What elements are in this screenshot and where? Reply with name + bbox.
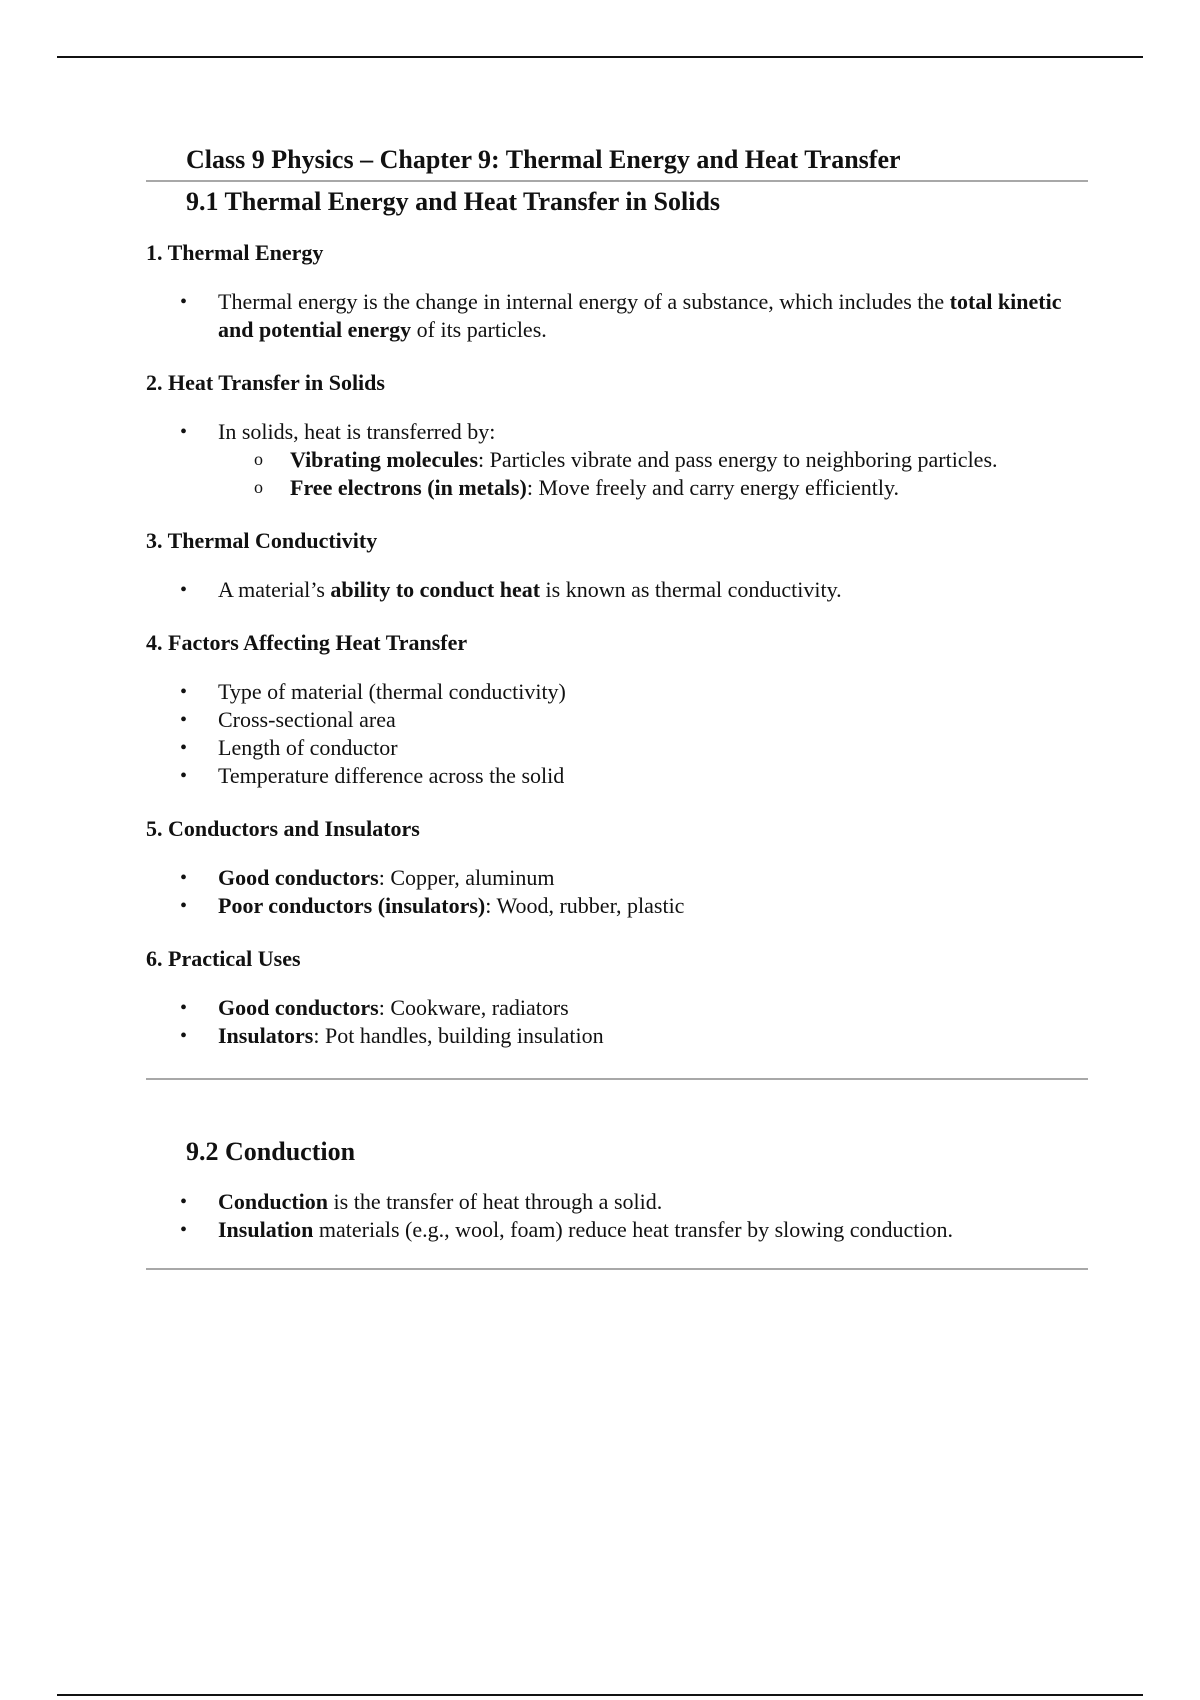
item-text: is the transfer of heat through a solid. (328, 1189, 663, 1214)
item-bold: Good conductors (218, 995, 379, 1020)
list-item: • Length of conductor (146, 734, 1088, 762)
item-bold: Free electrons (in metals) (290, 475, 527, 500)
heat-transfer-list (146, 418, 1088, 502)
heat-transfer-sublist (218, 446, 1088, 502)
list-item (146, 1216, 1088, 1244)
list-item (146, 864, 1088, 892)
list-item (146, 892, 1088, 920)
list-item (146, 994, 1088, 1022)
subheading-thermal-energy: 1. Thermal Energy (146, 240, 324, 265)
practical-uses-list (146, 994, 1088, 1050)
list-item (146, 418, 1088, 502)
subheading-factors: 4. Factors Affecting Heat Transfer (146, 630, 468, 655)
list-item (146, 1188, 1088, 1216)
conductors-list (146, 864, 1088, 920)
item-bold: Conduction (218, 1189, 329, 1214)
list-item (146, 576, 1088, 604)
item-text: : Particles vibrate and pass energy to neighboring particles. (478, 447, 998, 472)
item-text: In solids, heat is transferred by: (218, 419, 496, 444)
item-text: A material’s (218, 577, 331, 602)
subheading-conductors-insulators: 5. Conductors and Insulators (146, 816, 420, 841)
item-text: : Wood, rubber, plastic (485, 893, 685, 918)
item-bold: Vibrating molecules (290, 447, 478, 472)
item-text: : Pot handles, building insulation (313, 1023, 604, 1048)
item-text: is known as thermal conductivity. (540, 577, 842, 602)
item-bold: Poor conductors (insulators) (218, 893, 486, 918)
list-item: • Temperature difference across the solid (146, 762, 1088, 790)
item-bold: Good conductors (218, 865, 379, 890)
list-item: • Cross-sectional area (146, 706, 1088, 734)
item-bold: ability to conduct heat (330, 577, 541, 602)
item-text: : Cookware, radiators (378, 995, 569, 1020)
item-text: of its particles. (411, 317, 547, 342)
item-text: Thermal energy is the change in internal energy of a substance, which includes the (218, 289, 950, 314)
subheading-thermal-conductivity: 3. Thermal Conductivity (146, 528, 378, 553)
item-text: : Copper, aluminum (378, 865, 555, 890)
conduction-list (146, 1188, 1088, 1244)
section-heading-9-2: 9.2 Conduction (186, 1137, 356, 1166)
sub-list-item (218, 446, 1088, 474)
sub-list-item (218, 474, 1088, 502)
divider (146, 1078, 1088, 1080)
list-item: • Type of material (thermal conductivity) (146, 678, 1088, 706)
document-body (146, 140, 1088, 1270)
subheading-heat-transfer: 2. Heat Transfer in Solids (146, 370, 385, 395)
item-text: : Move freely and carry energy efficiently. (526, 475, 900, 500)
list-item (146, 1022, 1088, 1050)
item-bold: Insulators (218, 1023, 314, 1048)
subheading-practical-uses: 6. Practical Uses (146, 946, 301, 971)
divider (146, 1268, 1088, 1270)
list-item (146, 288, 1088, 344)
factors-list (146, 678, 1088, 790)
item-bold: Insulation (218, 1217, 314, 1242)
document-title: Class 9 Physics – Chapter 9: Thermal Energy and Heat Transfer (186, 145, 901, 174)
page-top-rule (57, 56, 1143, 58)
page-bottom-rule (57, 1694, 1143, 1696)
section-heading-9-1: 9.1 Thermal Energy and Heat Transfer in Solids (186, 187, 721, 216)
item-text: materials (e.g., wool, foam) reduce heat transfer by slowing conduction. (313, 1217, 954, 1242)
thermal-energy-list (146, 288, 1088, 344)
conductivity-list (146, 576, 1088, 604)
item-bold: total kinetic and potential energy (218, 289, 1062, 342)
